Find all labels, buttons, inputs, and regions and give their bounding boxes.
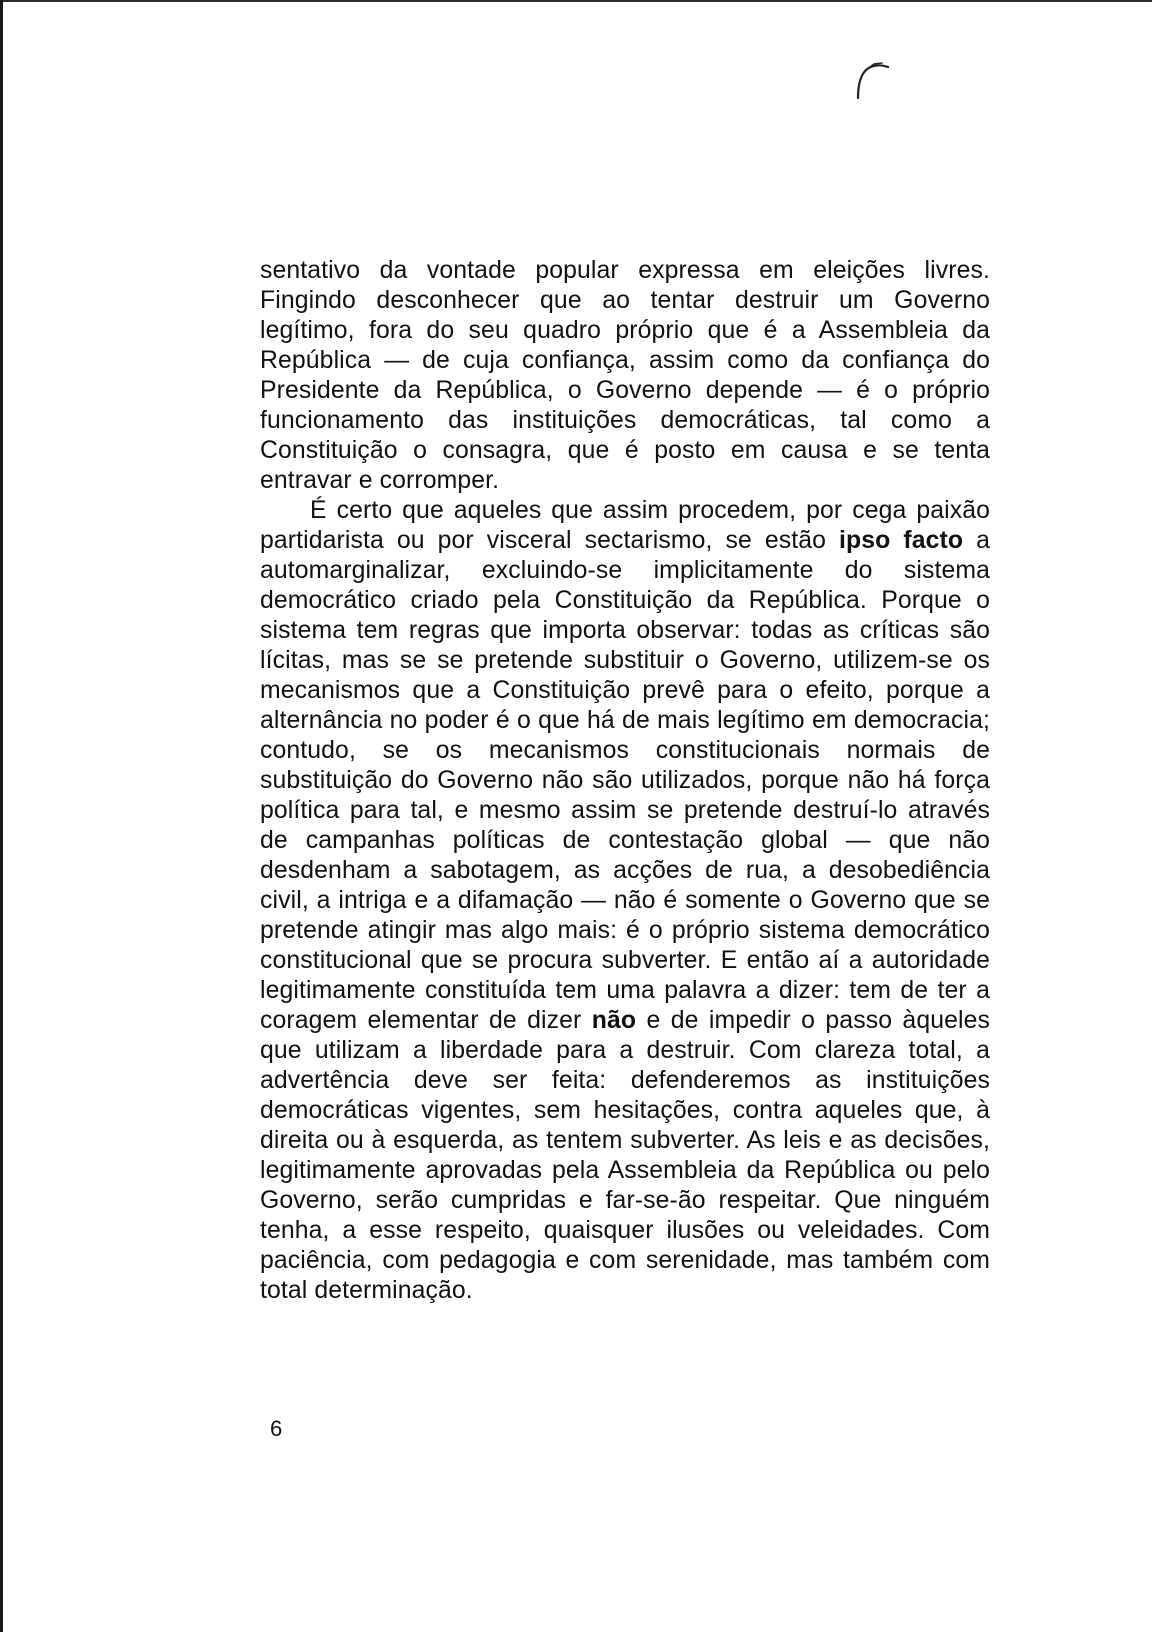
pen-mark-icon [852,58,892,102]
paragraph-1: sentativo da vontade popular expressa em eleições livres. Fingindo desconhecer que ao tentar destruir um Governo legítimo, fora do seu quadro próprio que é a Assembleia da República — de cuja confiança, assim como da confiança do Presidente da República, o Governo depende — é o próprio funcionamento das instituições democráticas, tal como a Constituição o consagra, que é posto em causa e se tenta entravar e corromper. [260,257,990,494]
paragraph-2-part-3: e de impedir o passo àqueles que utilizam a liberdade para a destruir. Com clareza total, a advertência deve ser feita: defenderemos as instituições democráticas vigentes, sem hesitações, contra aqueles que, à direita ou à esquerda, as tentem subverter. As leis e as decisões, legitimamente aprovadas pela Assembleia da República ou pelo Governo, serão cumpridas e far-se-ão respeitar. Que ninguém tenha, a esse respeito, quaisquer ilusões ou veleidades. Com paciência, com pedagogia e com serenidade, mas também com total determinação. [260,1007,990,1304]
page-number: 6 [270,1416,283,1441]
scan-top-edge [0,0,1152,2]
paragraph-2-part-1: É certo que aqueles que assim procedem, por cega paixão partidarista ou por visceral sectarismo, se estão [260,497,990,554]
paragraph-2-part-2: a automarginalizar, excluindo-se implicitamente do sistema democrático criado pela Constituição da República. Porque o sistema tem regras que importa observar: todas as críticas são lícitas, mas se se pretende substituir o Governo, utilizem-se os mecanismos que a Constituição prevê para o efeito, porque a alternância no poder é o que há de mais legítimo em democracia; contudo, se os mecanismos constitucionais normais de substituição do Governo não são utilizados, porque não há força política para tal, e mesmo assim se pretende destruí-lo através de campanhas políticas de contestação global — que não desdenham a sabotagem, as acções de rua, a desobediência civil, a intriga e a difamação — não é somente o Governo que se pretende atingir mas algo mais: é o próprio sistema democrático constitucional que se procura subverter. E então aí a autoridade legitimamente constituída tem uma palavra a dizer: tem de ter a coragem elementar de dizer [260,527,990,1034]
paragraph-2 [260,496,990,1306]
emphasis-ipso-facto: ipso facto [839,527,964,554]
body-text [260,256,990,1306]
scan-left-edge [0,0,3,1632]
emphasis-nao: não [591,1007,637,1034]
